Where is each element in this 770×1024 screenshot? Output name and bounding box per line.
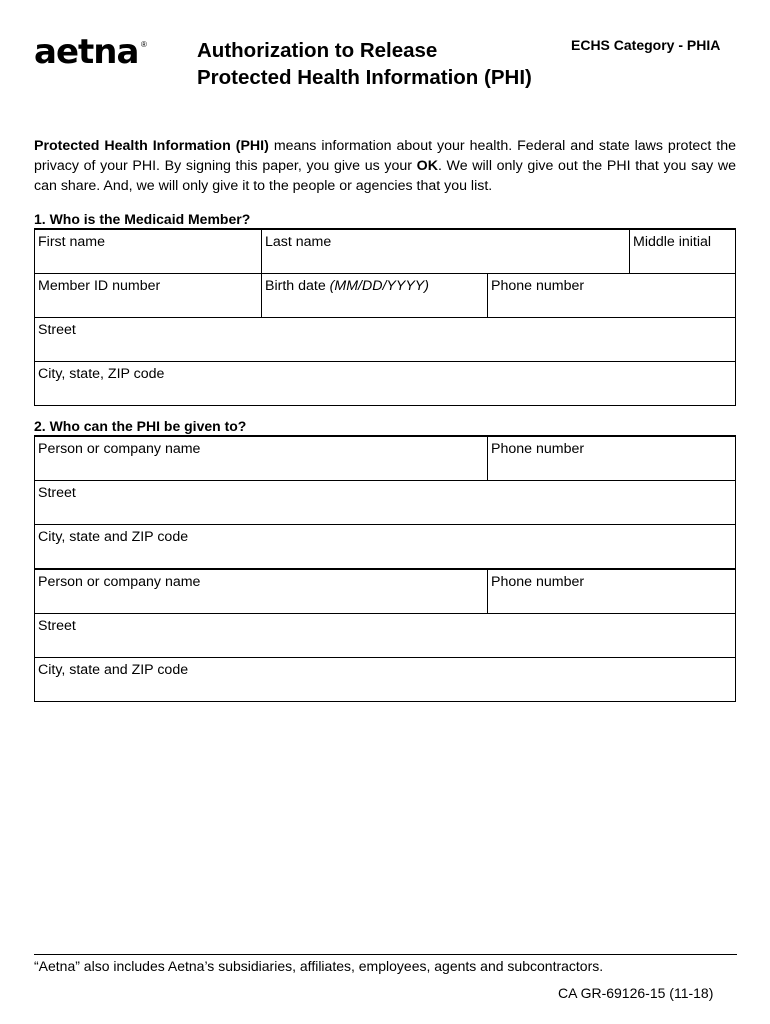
last-name-field[interactable] (262, 230, 630, 273)
last-name-label: Last name (265, 234, 332, 250)
recipient-2-street-field[interactable] (35, 614, 735, 657)
member-city-row (35, 362, 735, 406)
form-category: ECHS Category - PHIA (571, 37, 721, 53)
recipient-2-city-row (35, 658, 735, 702)
recipient-2-name-label: Person or company name (38, 574, 201, 590)
recipient-2-street-label: Street (38, 618, 76, 634)
recipient-1-street-field[interactable] (35, 481, 735, 524)
intro-text-1: means information about your health. Federal and state laws protect the privacy of your PHI. By signing this paper, you give us your (34, 138, 736, 174)
recipient-1-phone-field[interactable] (488, 437, 735, 480)
member-name-row (35, 230, 735, 274)
member-city-field[interactable] (35, 362, 735, 405)
recipient-2-city-label: City, state and ZIP code (38, 662, 189, 678)
intro-paragraph (34, 136, 736, 196)
member-street-label: Street (38, 322, 76, 338)
section-2-heading: 2. Who can the PHI be given to? (34, 418, 247, 434)
recipient-1-phone-label: Phone number (491, 441, 585, 457)
ok-term: OK (416, 158, 438, 174)
recipient-1-street-row (35, 481, 735, 525)
recipient-2-name-row (35, 570, 735, 614)
recipient-1-name-label: Person or company name (38, 441, 201, 457)
first-name-label: First name (38, 234, 106, 250)
registered-mark: ® (141, 40, 147, 49)
phi-term: Protected Health Information (PHI) (34, 138, 269, 154)
member-phone-label: Phone number (491, 278, 585, 294)
intro-text-2: . We will only give out the PHI that you say we can share. And, we will only give it to the people or agencies that you list. (34, 158, 736, 194)
recipient-2-street-row (35, 614, 735, 658)
birth-date-format: (MM/DD/YYYY) (329, 278, 429, 294)
recipient-1-name-field[interactable] (35, 437, 488, 480)
form-number: CA GR-69126-15 (11-18) (558, 985, 714, 1001)
recipient-2-phone-field[interactable] (488, 570, 735, 613)
member-id-field[interactable] (35, 274, 262, 317)
recipient-1-name-row (35, 437, 735, 481)
recipient-1-city-field[interactable] (35, 525, 735, 568)
form-title: Authorization to Release Protected Health Information (PHI) (197, 39, 532, 89)
recipient-2-city-field[interactable] (35, 658, 735, 701)
recipient-2-name-field[interactable] (35, 570, 488, 613)
section-1-heading: 1. Who is the Medicaid Member? (34, 211, 251, 227)
member-id-row (35, 274, 735, 318)
member-id-label: Member ID number (38, 278, 161, 294)
footnote: “Aetna” also includes Aetna’s subsidiaries, affiliates, employees, agents and subcontractors. (34, 958, 604, 974)
member-city-label: City, state, ZIP code (38, 366, 165, 382)
recipient-2-phone-label: Phone number (491, 574, 585, 590)
birth-date-label: Birth date (265, 278, 330, 294)
member-phone-field[interactable] (488, 274, 735, 317)
member-street-field[interactable] (35, 318, 735, 361)
footer-divider (34, 954, 737, 955)
first-name-field[interactable] (35, 230, 262, 273)
birth-date-field[interactable] (262, 274, 488, 317)
middle-initial-field[interactable] (630, 230, 735, 273)
aetna-logo: aetna (34, 32, 139, 72)
member-form (34, 228, 736, 406)
member-street-row (35, 318, 735, 362)
middle-initial-label: Middle initial (633, 234, 712, 250)
recipient-1-street-label: Street (38, 485, 76, 501)
recipient-form (34, 435, 736, 702)
recipient-1-city-label: City, state and ZIP code (38, 529, 189, 545)
recipient-1-city-row (35, 525, 735, 570)
